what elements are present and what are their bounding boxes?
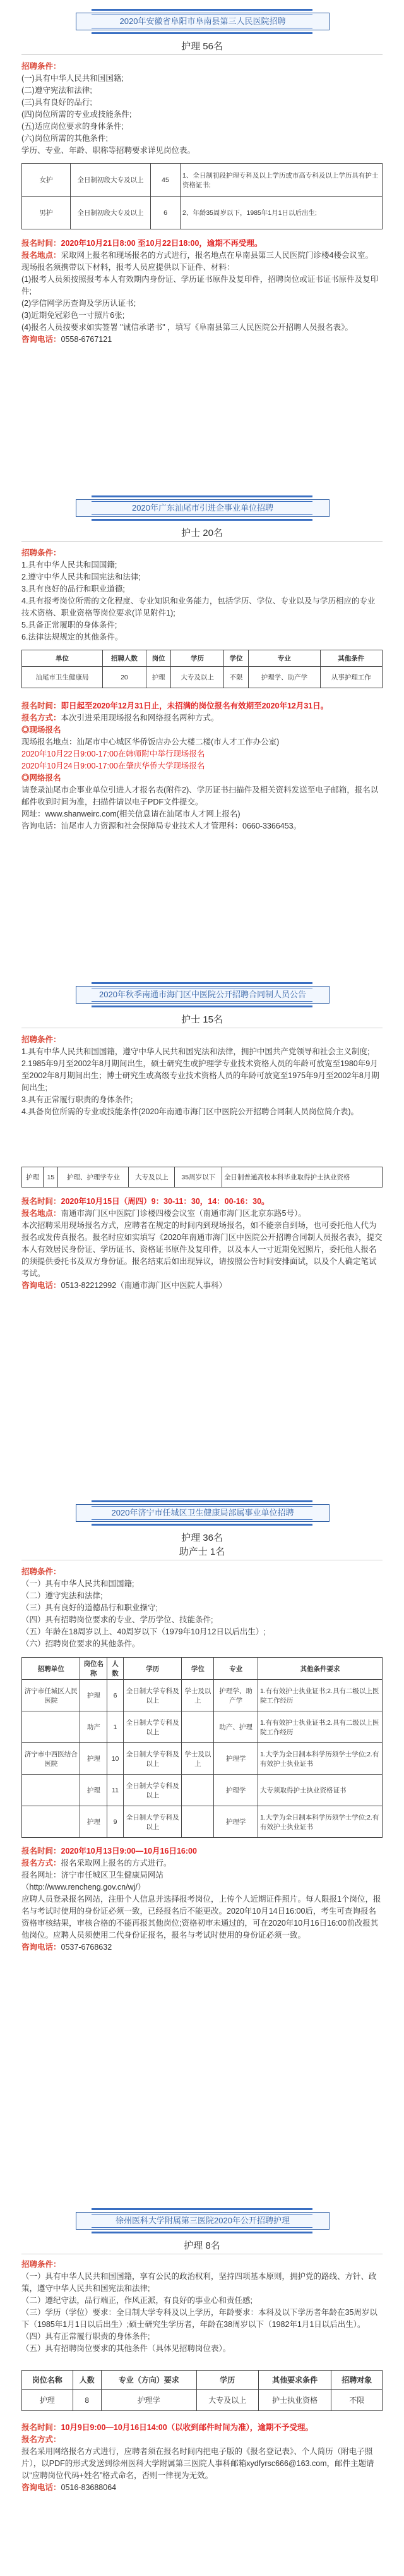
section-banner — [76, 2212, 330, 2230]
table-cell: 护士执业资格 — [258, 2390, 331, 2411]
condition-item: （二）遵守宪法和法律; — [21, 1591, 103, 1600]
table-cell: 不限 — [223, 667, 248, 688]
condition-item: （一）具有中华人民共和国国籍; — [21, 1579, 134, 1588]
table-row — [22, 1775, 383, 1806]
table-cell — [22, 1806, 80, 1838]
condition-item: 2.1985年9月至2002年8月期间出生，硕士研究生或护理学专业技术资格人员的年龄可放宽至1980年9月至2002年8月期间出生；博士研究生或高级专业技术资格人员的年龄可放宽至1975年9月至2002年8月期间出生; — [21, 1059, 379, 1092]
method-label: 报名方式： — [21, 2435, 61, 2444]
table-cell: 45 — [151, 164, 181, 197]
divider — [21, 541, 383, 542]
table-cell: 护理 — [80, 1743, 107, 1775]
time-value: 2020年10月15日（周四）9：30-11：30，14：00-16：30。 — [61, 1197, 270, 1206]
section-banner — [76, 13, 330, 30]
table-cell — [182, 1806, 214, 1838]
table-cell: 护理 — [146, 667, 170, 688]
onsite-item: 现场报名地点：汕尾市中心城区华侨饭店办公大楼二楼(市人才工作办公室) — [21, 738, 280, 746]
table-cell: 护理 — [80, 1680, 107, 1711]
divider — [21, 54, 383, 55]
condition-item: （六）招聘岗位要求的其他条件。 — [21, 1639, 140, 1648]
details-block — [21, 238, 383, 346]
consult-phone: 0558-6767121 — [61, 335, 112, 344]
method-value: 报名采取网上报名的方式进行。 — [61, 1859, 172, 1868]
condition-item: (六)岗位所需的其他条件; — [21, 134, 108, 143]
table-cell: 6 — [107, 1680, 123, 1711]
note: 本次招聘采用现场报名方式，应聘者在规定的时间内到现场报名，如不能亲自到场，也可委托他人代为报名或发传真报名。报名时应如实填写《2020年南通市海门区中医院公开招聘合同制人员报名表》，提交本人有效居民身份证、学历证书、资格证书原件及复印件，以及本人一寸近期免冠照片，委托他人报名的须提供委托书及双方身份证。报名结束后如出现异议，请按照公告时间安排面试，以及个人确定笔试考试。 — [21, 1221, 383, 1278]
condition-item: 2.遵守中华人民共和国宪法和法律; — [21, 573, 141, 581]
note: (3)近期免冠彩色一寸照片6张; — [21, 311, 125, 320]
position-table — [21, 2370, 383, 2411]
table-cell — [182, 1775, 214, 1806]
online-item: 请登录汕尾市企事业单位引进人才报名表(附件2)、学历证书扫描件及相关资料发送至电子邮箱，报名以邮件收到时间为准，扫描件请以电子PDF文件提交。 — [21, 786, 379, 806]
table-cell: 1 — [107, 1711, 123, 1743]
table-header: 其他条件 — [320, 650, 383, 667]
conditions-title: 招聘条件： — [21, 2260, 61, 2269]
table-row — [22, 1680, 383, 1711]
consult-label: 咨询电话： — [21, 1281, 61, 1290]
conditions-block — [21, 2259, 383, 2355]
conditions-block — [21, 547, 383, 643]
table-cell: 1.大学为全日制本科学历须学士学位;2.有有效护士执业证书 — [258, 1806, 383, 1838]
table-row — [22, 667, 383, 688]
banner-text: 2020年秋季南通市海门区中医院公开招聘合同制人员公告 — [99, 990, 306, 999]
time-label: 报名时间： — [21, 239, 61, 248]
table-cell: 护理学 — [214, 1743, 258, 1775]
details-block — [21, 2422, 383, 2494]
condition-item: 4.具备岗位所需的专业或技能条件(2020年南通市海门区中医院公开招聘合同制人员岗位简介表)。 — [21, 1107, 359, 1116]
banner-text: 2020年济宁市任城区卫生健康局部属事业单位招聘 — [111, 1508, 294, 1517]
condition-item: （一）具有中华人民共和国国籍，享有公民的政治权利，坚持四项基本原则，拥护党的路线、方针、政策，遵守中华人民共和国宪法和法律; — [21, 2272, 377, 2293]
table-cell: 大专须取得护士执业资格证书 — [258, 1775, 383, 1806]
conditions-title: 招聘条件： — [21, 1567, 61, 1576]
method-label: 报名方式： — [21, 714, 61, 722]
section-banner — [76, 1504, 330, 1522]
time-value: 即日起至2020年12月31日止，未招满的岗位报名有效期至2020年12月31日。 — [61, 702, 329, 710]
table-cell: 8 — [73, 2390, 101, 2411]
condition-item: （三）学历（学位）要求：全日制大学专科及以上学历，年龄要求：本科及以下学历者年龄在35周岁以下（1985年1月1日以后出生）;硕士研究生学历者，年龄在38周岁以下（1982年1月1日以后出生）。 — [21, 2308, 377, 2329]
conditions-title: 招聘条件： — [21, 549, 61, 557]
table-cell: 6 — [151, 197, 181, 229]
conditions-block — [21, 1566, 383, 1650]
table-header-row — [22, 2371, 383, 2390]
method-label: 报名方式： — [21, 1859, 61, 1868]
table-cell: 护理 — [22, 1167, 44, 1188]
table-cell: 15 — [44, 1167, 58, 1188]
table-cell: 10 — [107, 1743, 123, 1775]
condition-item: （五）具有招聘岗位要求的其他条件（具体见招聘岗位表）。 — [21, 2344, 231, 2353]
table-cell: 全日制初段大专及以上 — [71, 164, 151, 197]
place-value: 采取网上报名和现场报名的方式进行，报名地点在阜南县第三人民医院门诊楼4楼会议室。 — [61, 251, 373, 260]
table-header: 学历 — [196, 2371, 258, 2390]
note: （http://www.rencheng.gov.cn/wj/） — [21, 1883, 146, 1892]
table-cell: 大专及以上 — [196, 2390, 258, 2411]
position-table — [21, 650, 383, 688]
position-count-2: 助产士 1名 — [179, 1546, 225, 1557]
condition-item: (四)岗位所需的专业或技能条件; — [21, 110, 132, 119]
table-cell: 1、全日制初段护理专科及以上学历或市高专科及以上学历具有护士资格证书; — [181, 164, 383, 197]
condition-item: （四）具有招聘岗位要求的专业、学历学位、技能条件; — [21, 1615, 213, 1624]
onsite-title: ◎现场报名 — [21, 726, 61, 734]
condition-item: 4.具有报考岗位所需的文化程度、专业知识和业务能力，包括学历、学位、专业以及与学历相应的专业技术资格、职业资格等岗位要求(详见附件1); — [21, 597, 376, 617]
table-header: 专业 — [214, 1658, 258, 1680]
position-count: 护士 15名 — [181, 1014, 223, 1025]
table-header: 岗位名称 — [80, 1658, 107, 1680]
time-label: 报名时间： — [21, 702, 61, 710]
table-header: 专业（方向）要求 — [101, 2371, 196, 2390]
table-header: 人数 — [107, 1658, 123, 1680]
consult-phone: 0513-82212992（南通市海门区中医院人事科） — [61, 1281, 227, 1290]
time-value: 10月9日9:00—10月16日14:00（以收到邮件时间为准），逾期不予受理。 — [61, 2423, 313, 2432]
table-cell: 1.有有效护士执业证书;2.具有二级以上医院工作经历 — [258, 1711, 383, 1743]
table-row — [22, 1711, 383, 1743]
table-header: 学位 — [182, 1658, 214, 1680]
position-table — [21, 163, 383, 229]
condition-item: 1.具有中华人民共和国国籍，遵守中华人民共和国宪法和法律，拥护中国共产党领导和社会主义制度; — [21, 1047, 370, 1056]
conditions-title: 招聘条件： — [21, 1035, 61, 1044]
condition-item: 3.具有正常履行职责的身体条件; — [21, 1095, 133, 1104]
consult-label: 咨询电话： — [21, 1943, 61, 1952]
condition-item: (五)适应岗位要求的身体条件; — [21, 122, 124, 131]
table-header-row — [22, 650, 383, 667]
table-cell: 全日制大学专科及以上 — [124, 1775, 182, 1806]
condition-item: （四）具有正常履行职责的身体条件; — [21, 2332, 150, 2341]
table-cell: 护理学 — [101, 2390, 196, 2411]
note: 现场报名须携带以下材料，报考人员应提供以下证件、材料： — [21, 263, 235, 272]
condition-item: (三)具有良好的品行; — [21, 98, 92, 107]
onsite-item: 2020年10月24日9:00-17:00在肇庆华侨大学现场报名 — [21, 762, 205, 770]
table-header: 专业 — [249, 650, 320, 667]
condition-item: (二)遵守宪法和法律; — [21, 86, 92, 95]
online-item: 网址：www.shanweirc.com(相关信息请在汕尾市人才网上报名) — [21, 810, 241, 818]
table-header: 招聘对象 — [331, 2371, 383, 2390]
position-count: 护理 36名 — [181, 1533, 223, 1543]
note: (2)学信网学历查询及学历认证书; — [21, 299, 136, 308]
condition-item: （五）年龄在18周岁以上、40周岁以下（1979年10月12日以后出生）; — [21, 1627, 266, 1636]
table-cell: 助产、护理 — [214, 1711, 258, 1743]
table-cell: 全日制初段大专及以上 — [71, 197, 151, 229]
table-cell: 护理 — [22, 2390, 73, 2411]
table-cell: 20 — [102, 667, 146, 688]
table-header: 招聘人数 — [102, 650, 146, 667]
table-cell: 不限 — [331, 2390, 383, 2411]
section-shanwei — [0, 487, 404, 973]
table-row — [22, 197, 383, 229]
consult-phone: 0516-83688064 — [61, 2483, 117, 2492]
table-cell: 男护 — [22, 197, 71, 229]
position-count: 护士 20名 — [181, 528, 223, 538]
details-block — [21, 1196, 383, 1292]
consult-label: 咨询电话： — [21, 2483, 61, 2492]
condition-item: （二）遵纪守法，品行端正，作风正派，有良好的事业心和责任感; — [21, 2296, 252, 2305]
method-value: 本次引进采用现场报名和网络报名两种方式。 — [61, 714, 219, 722]
condition-item: 学历、专业、年龄、职称等招聘要求详见岗位表。 — [21, 146, 196, 155]
table-cell: 大专及以上 — [129, 1167, 175, 1188]
condition-item: (一)具有中华人民共和国国籍; — [21, 74, 124, 83]
table-cell: 女护 — [22, 164, 71, 197]
table-cell: 学士及以上 — [182, 1743, 214, 1775]
onsite-item: 2020年10月22日9:00-17:00在韩师附中举行现场报名 — [21, 750, 205, 758]
online-title: ◎网络报名 — [21, 774, 61, 782]
table-header-row — [22, 1658, 383, 1680]
banner-text: 2020年安徽省阜阳市阜南县第三人民医院招聘 — [119, 16, 286, 26]
table-header: 学位 — [223, 650, 248, 667]
table-cell: 护理学、助产学 — [249, 667, 320, 688]
online-item: 咨询电话：汕尾市人力资源和社会保障局专业技术人才管理科：0660-3366453。 — [21, 822, 302, 830]
place-label: 报名地点： — [21, 1209, 61, 1218]
note: 报名采用网络报名方式进行，应聘者须在报名时间内把电子版的《报名登记表》、个人简历（附电子照片），以PDF的形式发送到徐州医科大学附属第三医院人事科邮箱xydfyrsc666@163.com，邮件主题请以“应聘岗位代码+姓名”格式命名，否则一律视为无效。 — [21, 2447, 374, 2480]
note: 应聘人员登录报名网站，注册个人信息并选择报考岗位，上传个人近期证件照片。每人限报1个岗位，报名与考试时使用的身份证必须一致，已经报名后不能更改。2020年10月14日16:00后，考生可查询报名资格审核结果，审核合格的不能再报其他岗位;资格初审未通过的，可在2020年10月16日16:00前改报其他岗位。应聘人员须使用二代身份证报名，报名与考试时使用的身份证必须一致。 — [21, 1895, 381, 1940]
table-cell: 汕尾市卫生健康局 — [22, 667, 103, 688]
time-label: 报名时间： — [21, 2423, 61, 2432]
section-fuyang — [0, 0, 404, 487]
table-cell: 全日制大学专科及以上 — [124, 1711, 182, 1743]
table-header: 学历 — [124, 1658, 182, 1680]
table-row — [22, 1167, 383, 1188]
table-cell: 护理 — [80, 1775, 107, 1806]
conditions-block — [21, 1034, 383, 1118]
table-row — [22, 2390, 383, 2411]
conditions-title: 招聘条件： — [21, 62, 61, 71]
table-cell: 学士及以上 — [182, 1680, 214, 1711]
table-cell: 全日制大学专科及以上 — [124, 1680, 182, 1711]
position-table — [21, 1657, 383, 1838]
section-banner — [76, 986, 330, 1004]
table-cell: 大专及以上 — [171, 667, 224, 688]
table-cell: 35周岁以下 — [175, 1167, 222, 1188]
consult-label: 咨询电话： — [21, 335, 61, 344]
banner-text: 徐州医科大学附属第三医院2020年公开招聘护理 — [116, 2216, 290, 2225]
condition-item: 6.法律法规规定的其他条件。 — [21, 633, 123, 641]
table-row — [22, 1806, 383, 1838]
table-header: 岗位名称 — [22, 2371, 73, 2390]
table-row — [22, 164, 383, 197]
note: (4)报名人员按要求如实签署 "诚信承诺书" ，填写《阜南县第三人民医院公开招聘人员报名表》。 — [21, 323, 353, 332]
section-xuzhou — [0, 2199, 404, 2576]
table-cell: 护理学 — [214, 1775, 258, 1806]
table-cell — [22, 1775, 80, 1806]
details-block — [21, 1845, 383, 1953]
table-cell: 2、年龄35周岁以下，1985年1月1日以后出生; — [181, 197, 383, 229]
table-header: 其他条件要求 — [258, 1658, 383, 1680]
condition-item: 5.具备正常履职的身体条件; — [21, 621, 117, 629]
table-cell: 济宁市任城区人民医院 — [22, 1680, 80, 1711]
table-cell — [182, 1711, 214, 1743]
position-count: 护理 8名 — [184, 2240, 220, 2251]
table-cell: 助产 — [80, 1711, 107, 1743]
table-cell: 从事护理工作 — [320, 667, 383, 688]
banner-text: 2020年广东汕尾市引进企事业单位招聘 — [132, 503, 273, 513]
table-header: 其他要求条件 — [258, 2371, 331, 2390]
place-label: 报名地点： — [21, 251, 61, 260]
table-cell: 护理学 — [214, 1806, 258, 1838]
place-value: 南通市海门区中医院门诊楼四楼会议室（南通市海门区北京东路5号）。 — [61, 1209, 306, 1218]
section-banner — [76, 499, 330, 517]
table-header: 人数 — [73, 2371, 101, 2390]
table-cell: 全日制普通高校本科毕业取得护士执业资格 — [222, 1167, 383, 1188]
condition-item: （三）具有良好的道德品行和职业操守; — [21, 1603, 158, 1612]
section-haimen — [0, 973, 404, 1492]
position-count: 护理 56名 — [181, 41, 223, 52]
table-cell: 护理、护理学专业 — [58, 1167, 129, 1188]
table-cell — [22, 1711, 80, 1743]
section-jining — [0, 1492, 404, 2199]
time-label: 报名时间： — [21, 1197, 61, 1206]
consult-phone: 0537-6768632 — [61, 1943, 112, 1952]
table-cell: 护理学、助产学 — [214, 1680, 258, 1711]
table-cell: 济宁市中西医结合医院 — [22, 1743, 80, 1775]
table-cell: 9 — [107, 1806, 123, 1838]
condition-item: 3.具有良好的品行和职业道德; — [21, 585, 125, 593]
table-cell: 1.大学为全日制本科学历须学士学位;2.有有效护士执业证书 — [258, 1743, 383, 1775]
table-header: 学历 — [171, 650, 224, 667]
table-cell: 护理 — [80, 1806, 107, 1838]
condition-item: 1.具有中华人民共和国国籍; — [21, 561, 117, 569]
note: 报名网址：济宁市任城区卫生健康局网站 — [21, 1871, 164, 1880]
note: (1)报考人员须按照报考本人有效期内身份证、学历证书原件及复印件，招聘岗位或证书证书原件及复印件; — [21, 275, 379, 296]
time-value: 2020年10月13日9:00—10月16日16:00 — [61, 1847, 197, 1856]
conditions-block — [21, 61, 383, 157]
time-value: 2020年10月21日8:00 至10月22日18:00，逾期不再受理。 — [61, 239, 263, 248]
time-label: 报名时间： — [21, 1847, 61, 1856]
table-header: 单位 — [22, 650, 103, 667]
table-cell: 11 — [107, 1775, 123, 1806]
table-cell: 全日制大学专科及以上 — [124, 1806, 182, 1838]
table-header: 岗位 — [146, 650, 170, 667]
table-header: 招聘单位 — [22, 1658, 80, 1680]
table-cell: 1.有有效护士执业证书;2.具有二级以上医院工作经历 — [258, 1680, 383, 1711]
details-block — [21, 700, 383, 832]
table-row — [22, 1743, 383, 1775]
position-table — [21, 1167, 383, 1188]
table-cell: 全日制大学专科及以上 — [124, 1743, 182, 1775]
